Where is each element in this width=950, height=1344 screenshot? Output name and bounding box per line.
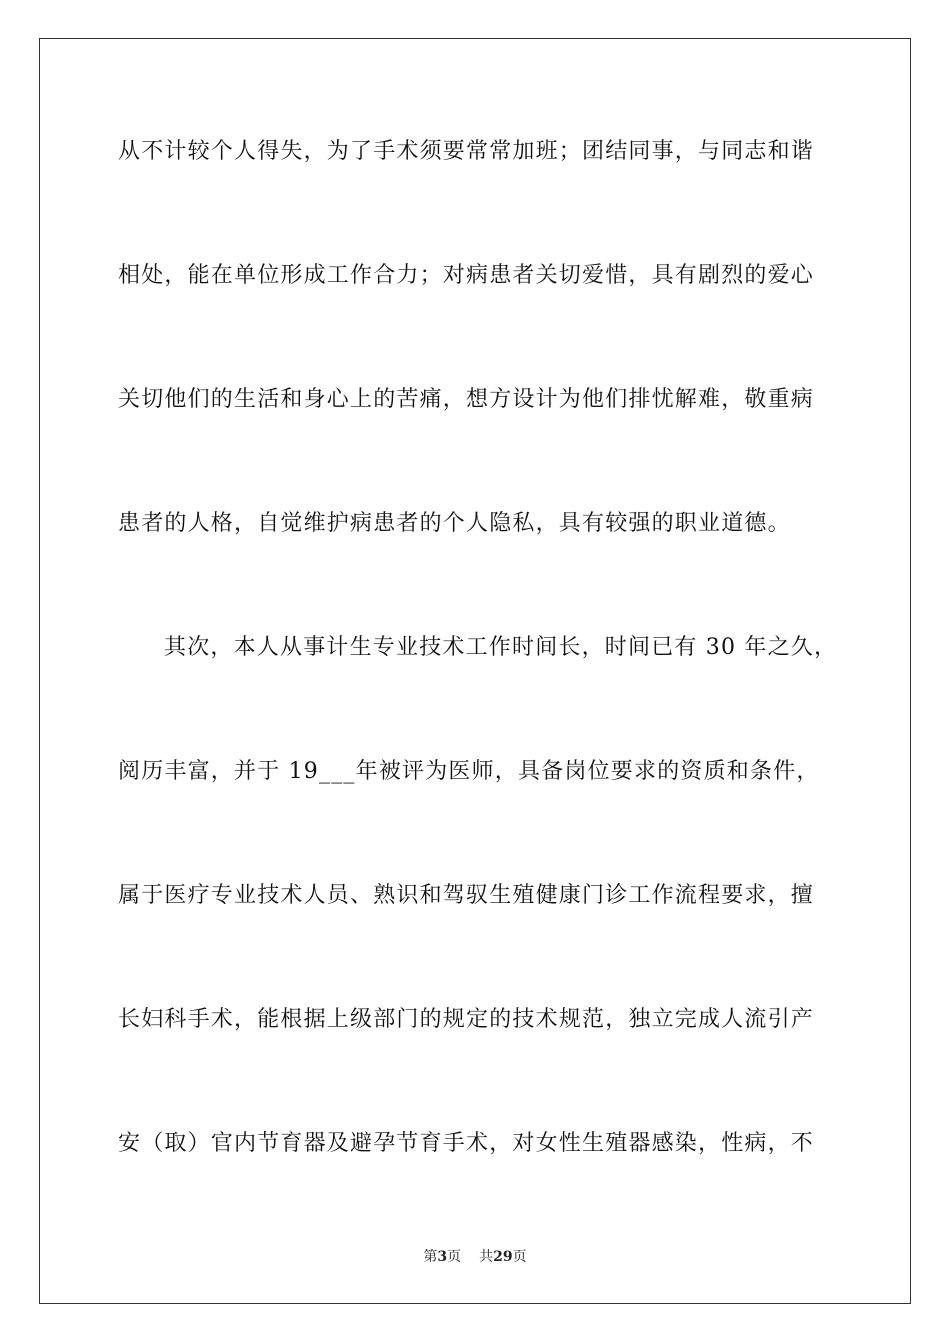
paragraph-line-8: 长妇科手术，能根据上级部门的规定的技术规范，独立完成人流引产 <box>118 1007 815 1032</box>
paragraph-line-7: 属于医疗专业技术人员、熟识和驾驭生殖健康门诊工作流程要求，擅 <box>118 883 815 908</box>
page-footer <box>0 1248 950 1266</box>
paragraph-line-5: 其次，本人从事计生专业技术工作时间长，时间已有 30 年之久， <box>164 635 838 660</box>
page-suffix: 页 <box>447 1249 462 1265</box>
paragraph-line-6: 阅历丰富，并于 19___年被评为医师，具备岗位要求的资质和条件， <box>118 759 820 784</box>
total-prefix: 共 <box>479 1249 494 1265</box>
paragraph-line-9: 安（取）官内节育器及避孕节育手术，对女性生殖器感染，性病，不 <box>118 1131 815 1156</box>
total-pages: 29 <box>493 1249 513 1265</box>
paragraph-line-2: 相处，能在单位形成工作合力；对病患者关切爱惜，具有剧烈的爱心 <box>118 263 815 288</box>
paragraph-line-3: 关切他们的生活和身心上的苦痛，想方设计为他们排忧解难，敬重病 <box>118 387 815 412</box>
paragraph-line-1: 从不计较个人得失，为了手术须要常常加班；团结同事，与同志和谐 <box>118 139 815 164</box>
page-number: 3 <box>437 1249 448 1265</box>
page-border <box>39 38 911 1304</box>
page-prefix: 第 <box>423 1249 438 1265</box>
paragraph-line-4: 患者的人格，自觉维护病患者的个人隐私，具有较强的职业道德。 <box>118 511 791 536</box>
total-suffix: 页 <box>512 1249 527 1265</box>
